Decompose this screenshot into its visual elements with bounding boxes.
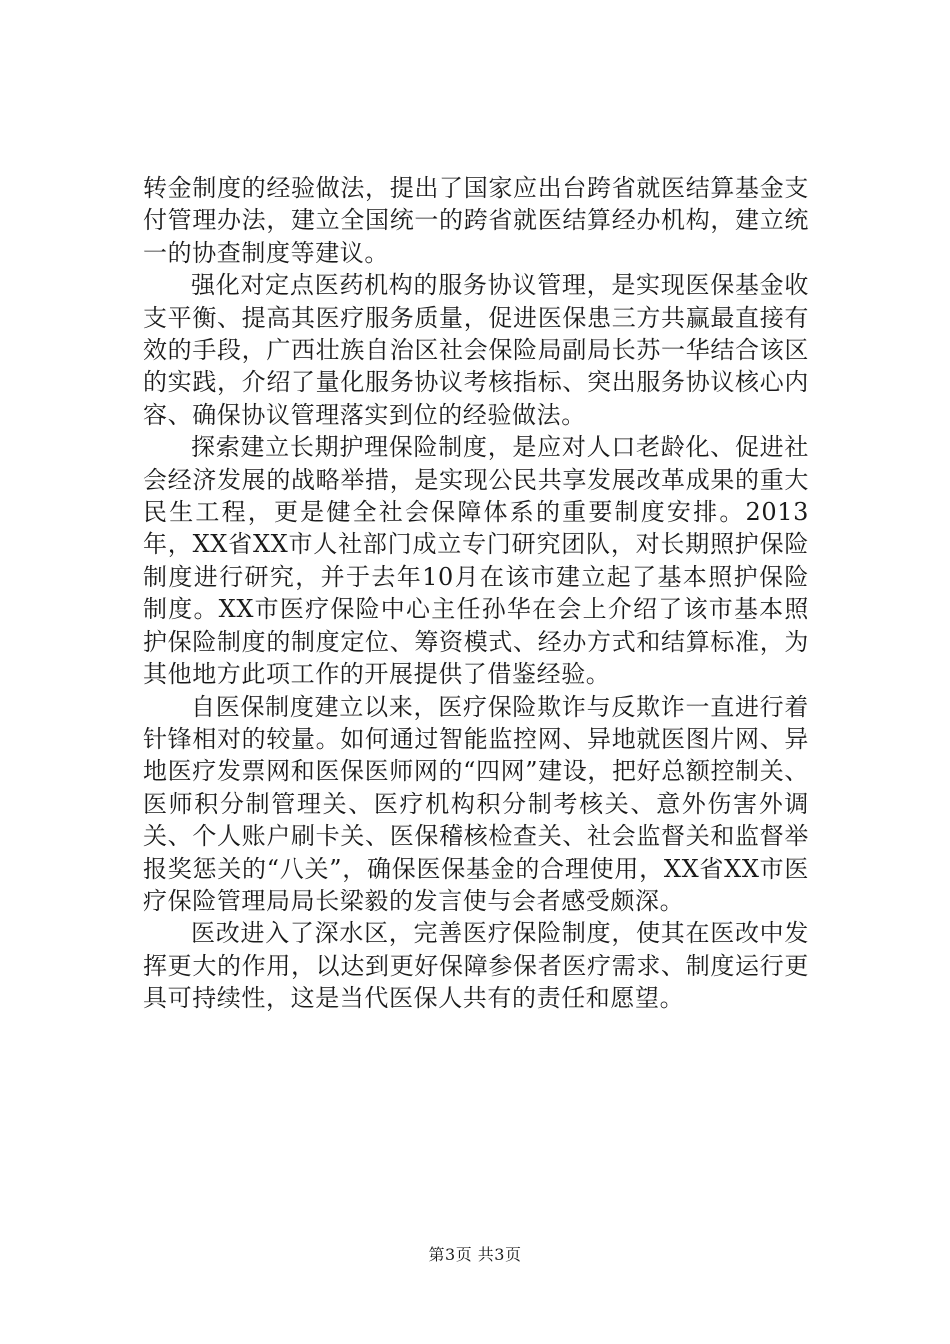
paragraph-3: 探索建立长期护理保险制度，是应对人口老龄化、促进社会经济发展的战略举措，是实现公民共享发展改革成果的重大民生工程，更是健全社会保障体系的重要制度安排。2013年，XX省XX市人社部门成立专门研究团队，对长期照护保险制度进行研究，并于去年10月在该市建立起了基本照护保险制度。XX市医疗保险中心主任孙华在会上介绍了该市基本照护保险制度的制度定位、筹资模式、经办方式和结算标准，为其他地方此项工作的开展提供了借鉴经验。 <box>143 433 809 689</box>
paragraph-1: 转金制度的经验做法，提出了国家应出台跨省就医结算基金支付管理办法，建立全国统一的跨省就医结算经办机构，建立统一的协查制度等建议。 <box>143 174 809 267</box>
page-number-footer: 第3页 共3页 <box>428 1245 522 1264</box>
paragraph-5: 医改进入了深水区，完善医疗保险制度，使其在医改中发挥更大的作用，以达到更好保障参保者医疗需求、制度运行更具可持续性，这是当代医保人共有的责任和愿望。 <box>143 919 809 1013</box>
paragraph-2: 强化对定点医药机构的服务协议管理，是实现医保基金收支平衡、提高其医疗服务质量，促进医保患三方共赢最直接有效的手段，广西壮族自治区社会保险局副局长苏一华结合该区的实践，介绍了量化服务协议考核指标、突出服务协议核心内容、确保协议管理落实到位的经验做法。 <box>143 271 809 429</box>
paragraph-4: 自医保制度建立以来，医疗保险欺诈与反欺诈一直进行着针锋相对的较量。如何通过智能监控网、异地就医图片网、异地医疗发票网和医保医师网的“四网”建设，把好总额控制关、医师积分制管理关、医疗机构积分制考核关、意外伤害外调关、个人账户刷卡关、医保稽核检查关、社会监督关和监督举报奖惩关的“八关”，确保医保基金的合理使用，XX省XX市医疗保险管理局局长梁毅的发言使与会者感受颇深。 <box>143 692 809 915</box>
document-body <box>143 172 809 1015</box>
